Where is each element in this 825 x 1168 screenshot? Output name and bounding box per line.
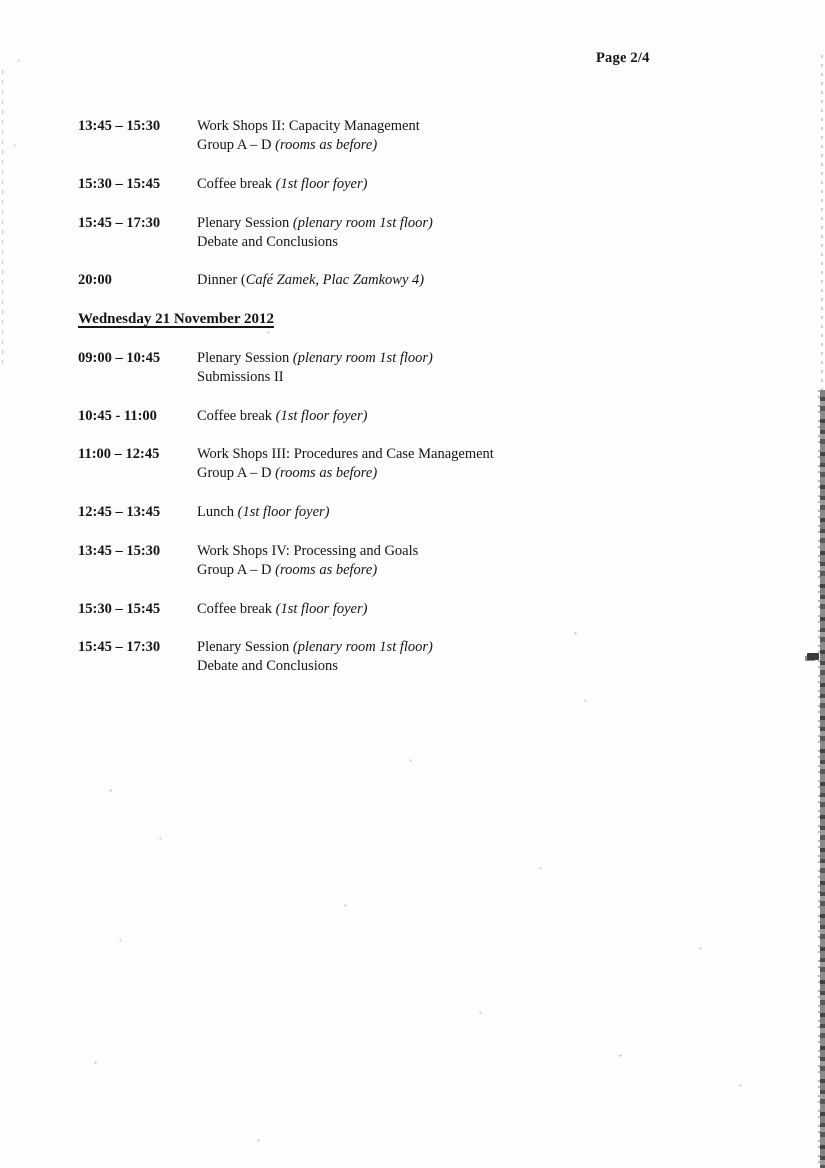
- entry-text: Group A – D: [197, 137, 276, 153]
- entry-text-italic: (rooms as before): [275, 561, 378, 578]
- entry-text: Coffee break: [197, 175, 276, 192]
- entry-time: 12:45 – 13:45: [78, 504, 161, 520]
- entry-description: [197, 349, 718, 387]
- schedule-entry: [78, 600, 718, 619]
- entry-time: 10:45 - 11:00: [78, 407, 157, 424]
- entry-text: Group A – D: [197, 561, 276, 578]
- entry-text-italic: (1st floor foyer): [275, 600, 368, 617]
- day-heading-text: Wednesday 21 November 2012: [78, 311, 274, 327]
- schedule-entry: [78, 638, 718, 676]
- entry-description-line: [197, 464, 718, 483]
- schedule-entry: [78, 445, 718, 483]
- entry-time: 09:00 – 10:45: [78, 349, 161, 366]
- entry-text: Coffee break: [197, 407, 276, 424]
- entry-description: [197, 600, 718, 619]
- schedule-entry: [78, 542, 718, 580]
- entry-text-italic: (plenary room 1st floor): [292, 639, 433, 656]
- entry-text-italic: (rooms as before): [275, 137, 378, 153]
- entry-text: Dinner (: [197, 272, 246, 289]
- entry-description-line: [197, 657, 718, 676]
- entry-time: 15:45 – 17:30: [78, 639, 161, 656]
- entry-text-italic: (1st floor foyer): [237, 504, 330, 520]
- entry-text-italic: Café Zamek, Plac Zamkowy 4): [245, 272, 425, 289]
- entry-description-line: [197, 368, 718, 387]
- entry-description: [197, 542, 718, 580]
- schedule: [78, 117, 718, 696]
- entry-text: Debate and Conclusions: [197, 233, 338, 250]
- entry-text: Work Shops IV: Processing and Goals: [197, 542, 419, 559]
- entry-time: 15:30 – 15:45: [78, 175, 161, 192]
- entry-description: [197, 214, 718, 252]
- entry-description-line: [197, 136, 718, 155]
- entry-time: 15:45 – 17:30: [78, 214, 161, 231]
- entry-description-line: [197, 271, 718, 290]
- entry-text: Group A – D: [197, 465, 276, 482]
- scan-artifact-left-edge: [2, 70, 3, 370]
- scan-artifact-right-edge-top: [821, 55, 823, 390]
- entry-description-line: [197, 117, 718, 136]
- entry-description-line: [197, 349, 718, 368]
- entry-description-line: [197, 407, 718, 426]
- entry-description-line: [197, 214, 718, 233]
- entry-text: Work Shops II: Capacity Management: [197, 118, 420, 134]
- entry-text: Plenary Session: [197, 639, 293, 656]
- entry-description: [197, 638, 718, 676]
- entry-time: 15:30 – 15:45: [78, 600, 161, 617]
- entry-description: [197, 175, 718, 194]
- entry-description-line: [197, 175, 718, 194]
- entry-text-italic: (plenary room 1st floor): [292, 214, 433, 231]
- schedule-entry: [78, 503, 718, 522]
- entry-description-line: [197, 561, 718, 580]
- entry-text: Lunch: [197, 504, 238, 520]
- schedule-entry: [78, 349, 718, 387]
- scan-artifact-right-edge-bottom: [820, 390, 825, 1168]
- entry-time: 20:00: [78, 272, 112, 289]
- entry-text: Plenary Session: [197, 349, 293, 366]
- entry-text: Coffee break: [197, 600, 276, 617]
- entry-description-line: [197, 638, 718, 657]
- entry-description-line: [197, 503, 718, 522]
- entry-time: 11:00 – 12:45: [78, 446, 160, 463]
- entry-text-italic: (1st floor foyer): [275, 407, 368, 424]
- schedule-entry: [78, 407, 718, 426]
- entry-description: [197, 117, 718, 155]
- entry-text-italic: (plenary room 1st floor): [292, 349, 433, 366]
- entry-description: [197, 407, 718, 426]
- entry-text: Plenary Session: [197, 214, 293, 231]
- entry-description-line: [197, 542, 718, 561]
- page-number-label: Page 2/4: [596, 50, 650, 66]
- entry-text-italic: (1st floor foyer): [275, 175, 368, 192]
- entry-description: [197, 503, 718, 522]
- entry-time: 13:45 – 15:30: [78, 118, 161, 134]
- entry-description-line: [197, 600, 718, 619]
- schedule-entry: [78, 117, 718, 155]
- entry-text: Submissions II: [197, 368, 284, 385]
- schedule-entry: [78, 214, 718, 252]
- day-heading: [78, 310, 718, 329]
- entry-description-line: [197, 445, 718, 464]
- scan-artifact-dash: [807, 653, 819, 660]
- scan-noise-speckles: [0, 0, 1, 1]
- entry-text: Debate and Conclusions: [197, 658, 338, 675]
- schedule-entry: [78, 271, 718, 290]
- entry-text: Work Shops III: Procedures and Case Management: [197, 446, 494, 463]
- schedule-entry: [78, 175, 718, 194]
- entry-description: [197, 271, 718, 290]
- entry-description: [197, 445, 718, 483]
- entry-description-line: [197, 233, 718, 252]
- entry-time: 13:45 – 15:30: [78, 542, 161, 559]
- entry-text-italic: (rooms as before): [275, 465, 378, 482]
